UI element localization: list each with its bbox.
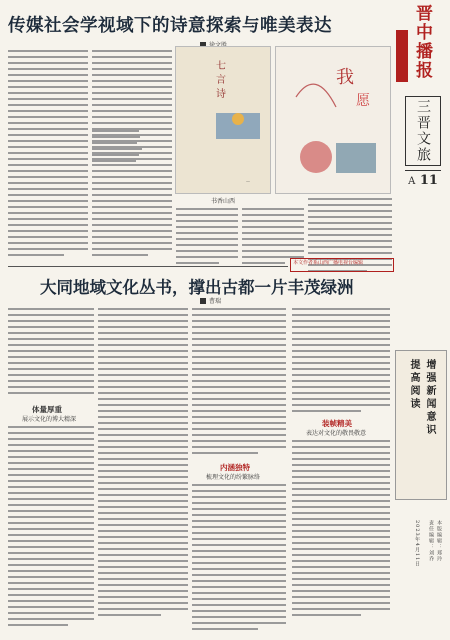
book-cover-image-1	[175, 46, 271, 194]
subhead-right-1: 装帧精美	[322, 419, 352, 428]
subhead-right-2: 表达对文化的敬畏敬意	[306, 430, 367, 437]
svg-text:—: —	[246, 178, 250, 183]
section-box	[405, 96, 441, 166]
article2-author: 曹瑞	[209, 298, 222, 305]
slogan-col1: 增强新闻意识	[424, 359, 435, 437]
masthead-title: 晋中播报	[412, 4, 432, 80]
svg-text:愿: 愿	[356, 93, 370, 109]
svg-text:我: 我	[336, 67, 354, 88]
article2-body-col4	[292, 308, 390, 416]
article2-body-col3b	[192, 484, 286, 634]
masthead	[396, 4, 446, 84]
editor-credits	[410, 520, 444, 635]
slogan-box	[395, 350, 447, 500]
subhead-mid-2: 梳理文化的纷繁脉络	[206, 474, 261, 481]
editor-1: 本版编辑：郑玲	[436, 520, 442, 562]
svg-text:诗: 诗	[216, 89, 226, 100]
subhead-left-2: 展示文化的博大精深	[22, 416, 77, 423]
editor-2: 责任编辑：刘乔	[428, 520, 434, 562]
masthead-red-bar	[396, 30, 408, 82]
slogan-col2: 提高阅读	[408, 359, 419, 411]
article2-body-col3	[192, 308, 286, 458]
book-cover-image-2	[275, 46, 391, 194]
svg-text:七: 七	[216, 61, 226, 72]
subhead-mid-1: 内涵独特	[220, 463, 250, 472]
author-note-box: 本文作者系山西广播电视台编辑	[290, 258, 394, 272]
issue-date: 2023年4月11日	[414, 520, 420, 568]
section-label: 三晋文旅	[415, 99, 431, 163]
svg-text:言: 言	[216, 75, 226, 86]
article1-body-col3	[176, 208, 238, 268]
byline-square-icon-2	[200, 298, 206, 304]
page-letter: A	[408, 176, 416, 187]
section-divider	[8, 266, 288, 267]
article2-byline	[200, 296, 221, 305]
image-caption: 书香山西	[210, 198, 235, 205]
article2-headline: 大同地域文化丛书，撑出古都一片丰茂绿洲	[40, 278, 354, 297]
article2-body-col1b	[8, 426, 94, 630]
article1-body-col1	[8, 50, 88, 260]
page-num: 11	[419, 173, 438, 188]
article2-body-col1	[8, 308, 94, 398]
article2-body-col4b	[292, 440, 390, 620]
subhead-left-1: 体量厚重	[32, 405, 62, 414]
poem-block	[92, 130, 170, 166]
article1-headline: 传媒社会学视域下的诗意探索与唯美表达	[8, 16, 332, 36]
page-number	[405, 170, 441, 188]
article2-body-col2	[98, 308, 188, 620]
